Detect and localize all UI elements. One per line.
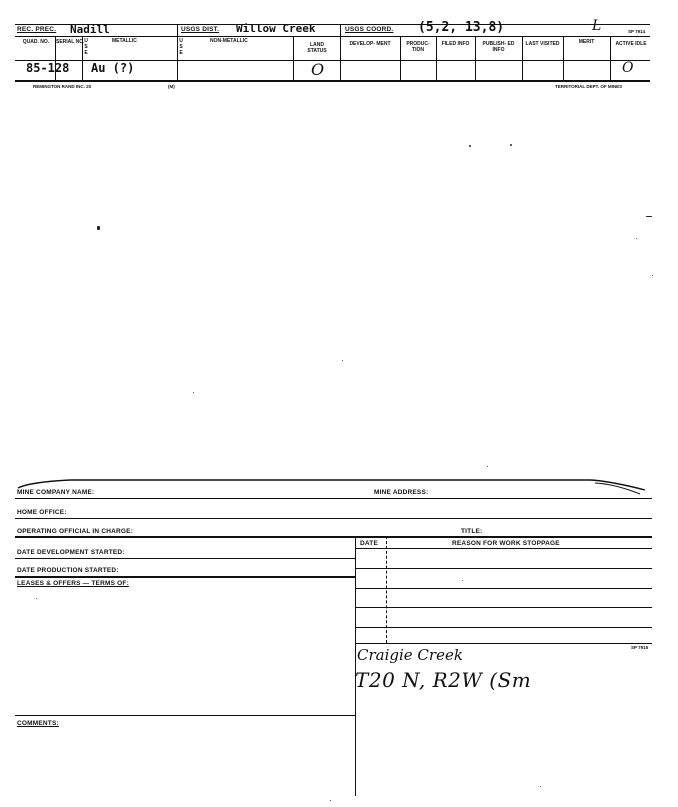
mine-company-name-label: MINE COMPANY NAME: [17,489,95,496]
rule-top-columns [15,36,650,37]
scan-speck [636,238,637,239]
scan-speck [469,145,471,147]
col-active-idle: ACTIVE IDLE [615,41,647,47]
col-last-visited: LAST VISITED [525,41,560,47]
rule-stoppage-1 [355,568,652,569]
printer-code: (M) [168,84,175,89]
usgs-dist-label: USGS DIST. [181,26,220,33]
vrule-date [386,536,387,643]
scan-speck [97,226,100,230]
rule-company [15,498,652,499]
col-merit: MERIT [578,39,595,45]
operating-official-label: OPERATING OFFICIAL IN CHARGE: [17,528,134,535]
date-dev-started-label: DATE DEVELOPMENT STARTED: [17,549,125,556]
col-land-status: LAND STATUS [307,42,327,54]
rule-stoppage-2 [355,588,652,589]
record-metallic: Au (?) [91,61,135,75]
rule-comments [15,715,355,716]
rule-prod-started [15,576,355,578]
printer-label: REMINGTON RAND INC. 20 [33,84,92,89]
scan-speck [652,275,653,276]
date-prod-started-label: DATE PRODUCTION STARTED: [17,567,119,574]
rec-prec-label: REC. PREC. [17,26,57,33]
usgs-coord-label: USGS COORD. [345,26,394,33]
rec-prec-value: Nadill [70,23,110,36]
vrule [293,36,294,80]
handwritten-line-1: Craigie Creek [357,646,463,664]
rule-date-header [355,548,652,549]
usgs-coord-value: (5,2, 13,8) [418,20,505,35]
leases-offers-label: LEASES & OFFERS — TERMS OF: [17,580,129,587]
mine-address-label: MINE ADDRESS: [374,489,429,496]
dept-label: TERRITORIAL DEPT. OF MINES [555,84,623,89]
title-label: TITLE: [461,528,483,535]
scan-speck [193,392,194,393]
scan-speck [342,360,343,361]
rule-dev-started [15,558,355,559]
rule-stoppage-4 [355,627,652,628]
form-code-top: SP 7914 [628,29,646,34]
rule-stoppage-3 [355,607,652,608]
home-office-label: HOME OFFICE: [17,509,67,516]
rule-top-bottom [15,80,650,82]
col-development: DEVELOP- MENT [349,41,391,47]
scan-speck [487,466,488,467]
col-quad-no: QUAD. NO. [22,39,50,45]
scan-speck [646,216,652,217]
card-top-edge [0,470,678,500]
scan-speck [462,580,463,581]
col-metallic: METALLIC [112,38,137,44]
scan-speck [510,144,512,146]
col-non-metallic: NON-METALLIC [210,38,248,44]
usgs-dist-value: Willow Creek [236,22,316,35]
form-code-bottom: SP 7915 [631,645,649,650]
rule-stoppage-5 [355,643,652,644]
rule-top-header [15,24,650,25]
handwritten-line-2: T20 N, R2W (Sm [355,668,532,692]
corner-mark: L [592,18,602,34]
date-col-label: DATE [360,540,379,547]
col-use-metallic: U S E [84,38,88,56]
rule-official [15,536,652,538]
col-filed-info: FILED INFO [441,41,470,47]
col-use-nonmetallic: U S E [179,38,183,56]
col-published-info: PUBLISH- ED INFO [482,41,515,53]
scan-speck [540,786,541,787]
col-production: PRODUC- TION [406,41,430,53]
record-active-idle: O [622,60,634,76]
vrule [340,24,341,80]
vrule-divider [355,536,356,796]
vrule [610,36,611,80]
comments-label: COMMENTS: [17,720,59,727]
col-serial-no: SERIAL NO. [56,39,85,45]
scan-speck [330,800,331,801]
record-serial: 85-128 [26,61,70,75]
scan-speck [36,598,37,599]
record-land-status: O [311,60,325,79]
reason-col-label: REASON FOR WORK STOPPAGE [452,540,560,547]
rule-home-office [15,518,652,519]
